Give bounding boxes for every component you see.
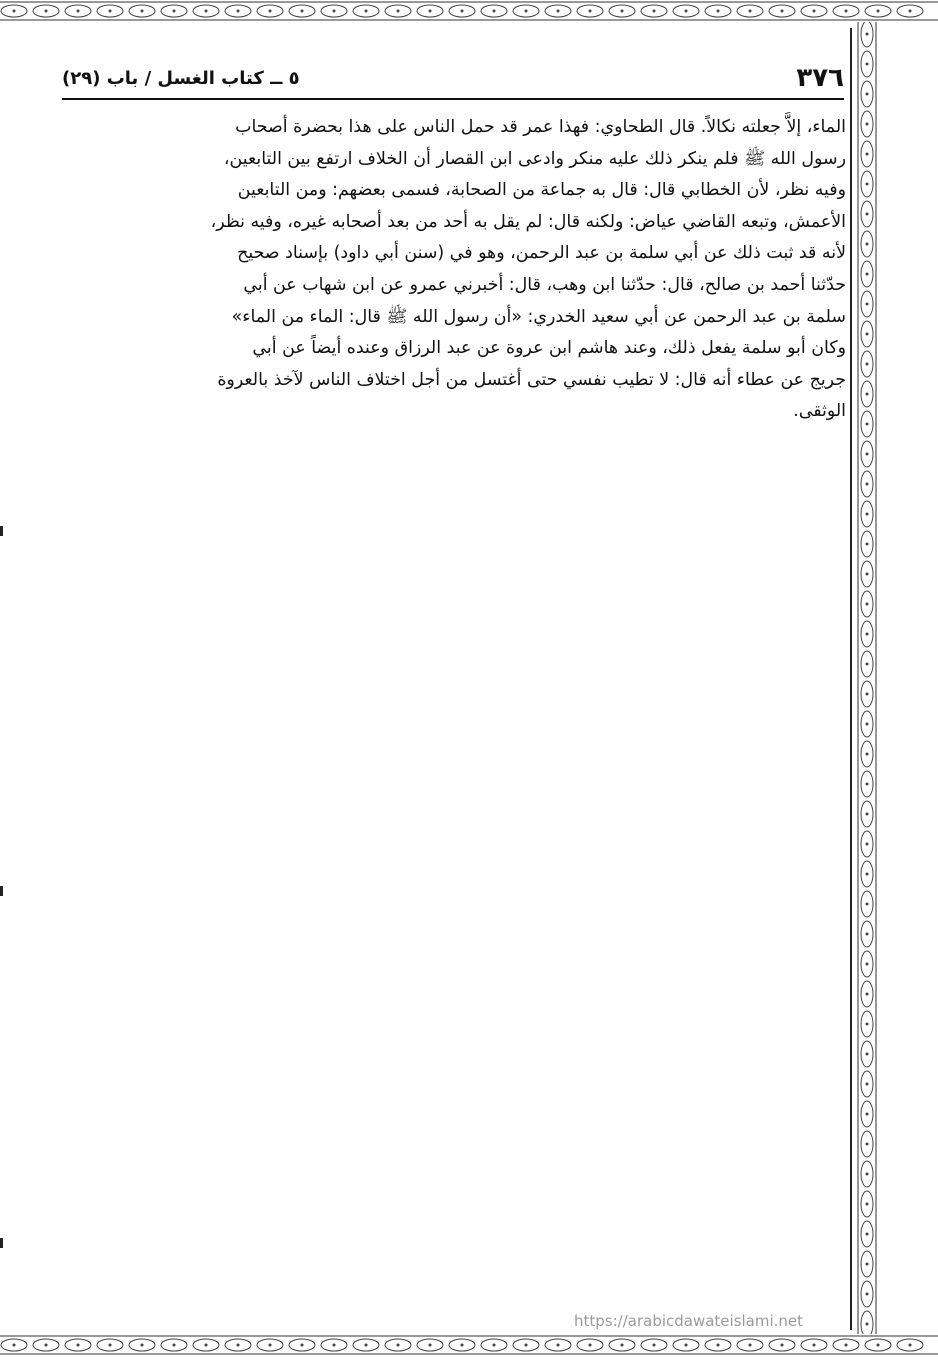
text-line: جريج عن عطاء أنه قال: لا تطيب نفسي حتى أغتسل من أجل اختلاف الناس لآخذ بالعروة	[217, 369, 846, 390]
ornamental-border-right	[856, 22, 878, 1334]
scan-mark	[0, 886, 3, 896]
text-line: الوثقى.	[793, 401, 846, 422]
page-header	[62, 58, 844, 100]
watermark-url: https://arabicdawateislami.net	[574, 1312, 804, 1330]
running-title: ٥ ــ كتاب الغسل / باب (٢٩)	[62, 67, 300, 89]
text-line: الماء، إلاَّ جعلته نكالاً. قال الطحاوي: فهذا عمر قد حمل الناس على هذا بحضرة أصحاب	[235, 117, 846, 137]
text-line: وفيه نظر، لأن الخطابي قال: قال به جماعة من الصحابة، فسمى بعضهم: ومن التابعين	[237, 180, 846, 201]
text-line: حدّثنا أحمد بن صالح، قال: حدّثنا ابن وهب، قال: أخبرني عمرو عن ابن شهاب عن أبي	[243, 274, 846, 295]
ornamental-border-bottom	[0, 1334, 938, 1356]
text-line: لأنه قد ثبت ذلك عن أبي سلمة بن عبد الرحمن، وهو في (سنن أبي داود) بإسناد صحيح	[237, 243, 846, 264]
text-line: الأعمش، وتبعه القاضي عياض: ولكنه قال: لم يقل به أحد من بعد أصحابه غيره، وفيه نظر،	[210, 211, 846, 232]
page-number: ٣٧٦	[796, 63, 844, 93]
text-line: رسول الله ﷺ فلم ينكر ذلك عليه منكر وادعى ابن القصار أن الخلاف ارتفع بين التابعين،	[223, 148, 846, 169]
ornamental-border-top	[0, 0, 938, 22]
text-line: سلمة بن عبد الرحمن عن أبي سعيد الخدري: «أن رسول الله ﷺ قال: الماء من الماء»	[231, 306, 846, 327]
main-text	[66, 112, 846, 428]
scan-mark	[0, 526, 3, 536]
scan-mark	[0, 1238, 3, 1248]
text-line: وكان أبو سلمة يفعل ذلك، وعند هاشم ابن عروة عن عبد الرزاق وعنده أيضاً عن أبي	[252, 338, 846, 359]
